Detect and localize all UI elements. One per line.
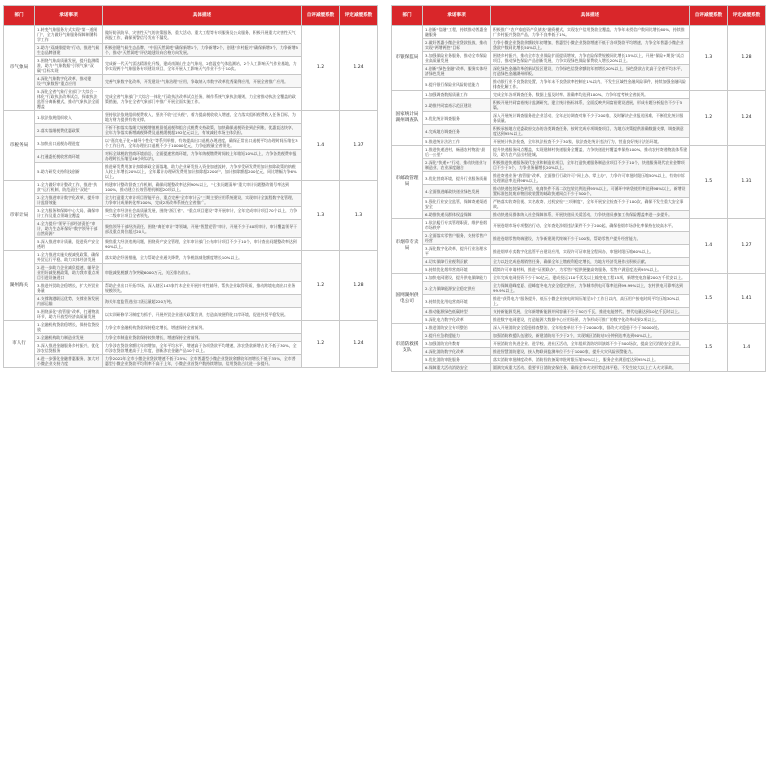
commitment-item: 2.落实落细税费优惠政策 [35, 124, 103, 137]
commitment-description: 深入开展统计调查服务进企业活动，全年走访调查对象不少于200家，及时解决企业报送困难，不断优化统计服务质量。 [491, 112, 690, 125]
commitment-description: 积极推广“农户家庭资产负债表”融资模式，实现农户信用贷款全覆盖，力争年末授信户数同比增长60%，持续推广乡村振兴贷款产品，力争不良率低于1%。 [491, 26, 690, 39]
commitment-item: 3.优化营商环境，提升行业服务质量 [423, 172, 491, 185]
commitment-description: 深化绿色金融改革创新试验区建设，力争绿色信贷余额较年初增长20%以上，绿色贷款占比高于全省平均水平，打造绿色金融湖州样板。 [491, 65, 690, 78]
self-assessed-coefficient: 1.5 [690, 274, 728, 324]
commitment-description: 加强消防救援队伍建设，新建消防站不少于2个，实现城区消防站5分钟到达率达到90%以上。 [491, 332, 690, 340]
commitment-description: 推动快递员群体纳入社会保障体系，开展快递员关爱活动，力争快递员参加工伤保险覆盖率进一步提升。 [491, 211, 690, 219]
commitment-item: 3.加强保险业务服务，推动全市保险业高质量发展 [423, 52, 491, 65]
commitment-item: 3.围绕气象高质量发展，提升监测精准，助力“气象数据”引领气象”双碳”目标实现 [35, 57, 103, 75]
commitment-description: 做好防汛防旱、灾害性天气的决策服务，重大活动、重大工程等专项服务及公众服务，积极开展重大灾害性天气预报工作，确保预警信号发布不漏发。 [103, 26, 302, 44]
table-row [392, 274, 766, 282]
header-self: 自评减缓系数 [690, 6, 728, 26]
commitment-description: 推进“获得电力”服务提升，低压小微企业接电时间压缩至5个工作日以内，高压用户接电时间平均压缩30%以上。 [491, 295, 690, 308]
self-assessed-coefficient: 1.5 [690, 324, 728, 372]
commitment-item: 4.创新“绿色金融”改革，服务实体经济绿色发展 [423, 65, 491, 78]
header-item: 承诺事项 [35, 6, 103, 26]
commitment-item: 1.创新“信融”工程，持续推动普惠金融服务 [423, 26, 491, 39]
header-row [4, 6, 378, 26]
commitment-item: 4.打通委托税收营商环境 [35, 150, 103, 163]
department-name: 市人行 [4, 321, 35, 368]
commitment-description: 审批减免税额力争突破6000万元，关区排名前五。 [103, 264, 302, 282]
header-row [392, 6, 766, 26]
right-table-body [392, 26, 766, 372]
commitment-description: 对标全球税收营商环境前沿，全面提速营商环境，力争年纳税缴费时间较上年缩短10%以上，力争各类税费申报办理时长压缩至48小时以内。 [103, 150, 302, 163]
table-row [4, 181, 378, 194]
department-name: 市气象局 [4, 26, 35, 111]
commitment-item: 5.强化行业安全监管，保障寄递渠道安全 [423, 198, 491, 211]
department-name: 国网湖州供电公司 [392, 274, 423, 324]
self-assessed-coefficient: 1.2 [690, 91, 728, 146]
header-dept: 部门 [4, 6, 35, 26]
header-desc: 具体描述 [103, 6, 302, 26]
commitment-description: 深入开展消防安全隐患排查整治，全年检查单位不少于20000家，督改火灾隐患不少于30000处。 [491, 324, 690, 332]
commitment-description: 坚持依法依规组织税费收入，坚决不收“过头税”，着力提高税收收入增速，全力落实组织税费收入任务目标，为地方财力提供有效支撑。 [103, 111, 302, 124]
table-row [4, 26, 378, 44]
commitment-item: 5.推进统计法治工作 [423, 138, 491, 146]
commitment-item: 1.全力推进实施关税减免政策，确保外贸运行平稳，助力实体经济发展 [35, 251, 103, 264]
header-desc: 具体描述 [491, 6, 690, 26]
commitment-description: 不折不扣落实落细大规模增值税留抵退税和组合式税费支持政策，加快确保退税资金到企到账，优惠直达快享，全年力争落实新增减税降费及退税缓税超192亿元以上，有效减轻市场主体负担。 [103, 124, 302, 137]
rated-coefficient: 1.28 [340, 251, 378, 321]
commitment-item: 1.加强调查数据质量工作 [423, 91, 491, 99]
commitment-description: 积极推进快递服务现代农业和制造业项目，全年打造快递服务制造业项目不少于10个，快递服务现代农业金牌项目不少于3个，力争业务量增长20%以上。 [491, 159, 690, 172]
rated-coefficient: 1.27 [728, 219, 766, 274]
rated-coefficient: 1.4 [728, 324, 766, 372]
table-row [4, 251, 378, 264]
commitment-item: 1.全融机构贷款稳增长，保持信贷投放 [35, 321, 103, 334]
commitment-item: 5.助力研发支持科技创新 [35, 163, 103, 181]
self-assessed-coefficient: 1.2 [302, 321, 340, 368]
commitment-description: 聚焦领导干部经济责任，围绕“离任审计”等领域，开展“智慧党管”审计，开展不少于40项审计，审计覆盖领导干部及重点岗位超过20人。 [103, 220, 302, 238]
self-assessed-coefficient: 1.2 [302, 251, 340, 321]
commitment-item: 6.保障重大活动消防安全 [423, 364, 491, 372]
commitment-description: 积极开展共同富裕统计监测研究，建立统计指标体系，全面反映共同富裕建设进展，形成专题分析报告不少于5篇。 [491, 99, 690, 112]
commitment-item: 5.持续优化烟草营商环境 [423, 266, 491, 274]
self-assessed-coefficient: 1.3 [690, 26, 728, 91]
left-table [3, 5, 378, 368]
commitment-item: 5.优化消防审批服务 [423, 356, 491, 364]
commitment-description: 积极创建气候生态品牌，“中国天然氧吧”确保新增1个，力争新增2个，创建“乡村振兴”确保新增3个，力争新增5个，推动“天然氧吧”评估地建设向合格方向发展。 [103, 44, 302, 57]
commitment-description: 推进智慧消防建设，接入物联网监测单位不少于1000家，提升火灾风险预警能力。 [491, 348, 690, 356]
right-table [391, 5, 766, 372]
left-table-body [4, 26, 378, 368]
commitment-description: 聚焦全市经济社会高质量发展，围绕“浙江省”、“重点项目建设”等开展审计，全年完成审计项目70个以上，力争一二级审计项目全省领先。 [103, 207, 302, 220]
commitment-description: 力争涉农贷款余额比年初增加，全年平均水平，增速高于各项贷款平均增速，涉农贷款新增占比不低于30%，全市涉农贷款增速高于上年度，创新涉农金融产品10个以上。 [103, 342, 302, 355]
rated-coefficient: 1.28 [728, 26, 766, 91]
commitment-description: 推进卷烟零售终端建设，力争新建现代终端不少于100家，帮助零售户提升经营能力。 [491, 232, 690, 245]
commitment-description: 全力保障迎峰度夏、迎峰度冬电力安全稳定供应，力争城市供电可靠率达到99.99%以上，农村供电可靠率达到99.9%以上。 [491, 282, 690, 295]
commitment-item: 4.推动能源绿色低碳转型 [423, 308, 491, 316]
self-assessed-coefficient: 1.3 [302, 181, 340, 251]
commitment-description: 以“嘉宾电子化+辅导个性化”等系列举措，有效提高出口退税办理进度，确保正常出口退税平均办理时间压缩在3个工作日内，全年办理出口退税不少于10000亿元，力争退税量全省领先。 [103, 137, 302, 150]
commitment-description: 圆满完成重大活动、重要节日消防安保任务，确保全市火灾形势总体平稳，不发生较大以上亡人火灾事故。 [491, 364, 690, 372]
commitment-item: 2.助力“双减排提效”行动，推进气候生态品牌创建 [35, 44, 103, 57]
commitment-item: 1.推进快递进村，畅通农村物流“最后一公里” [423, 146, 491, 159]
rated-coefficient: 1.37 [340, 111, 378, 181]
table-row [4, 321, 378, 334]
commitment-description: 完成全年各项调查任务，数据上报及时率、准确率均达到100%，力争年度考核全省前列。 [491, 91, 690, 99]
commitment-description: 全力打造重大审计项目智能平台，重点完善“全市审计云”三期主要应用系统建设，实现审计全流程数字化管理，力争审计成果转化率100%，完成2项改革系统在全省推广。 [103, 194, 302, 207]
commitment-item: 3.持续优化用电营商环境 [423, 295, 491, 308]
commitment-description: 以实训研修学习制度为抓手，开展外贸企业通关政策宣讲，打造高效便利化口岸环境，促进外贸平稳发展。 [103, 308, 302, 321]
commitment-item: 4.深化消防数字化改革 [423, 348, 491, 356]
commitment-item: 2.深化“快递+”行动，推动快递业与制造业、农业深度融合 [423, 159, 491, 172]
self-assessed-coefficient: 1.4 [690, 219, 728, 274]
commitment-item: 2.进一步助力企业减负提速，辅导企业用好减免税政策，助力我市重点项目引进设备进口 [35, 264, 103, 282]
commitment-description: 积极承接地方党委政府交办的各类调查任务，按时完成专项调查项目，为地方决策提供准确数据支撑，调查满意度达到95%以上。 [491, 125, 690, 138]
commitment-item: 4.全面推进邮政快递业绿色发展 [423, 185, 491, 198]
rated-coefficient: 1.24 [728, 91, 766, 146]
commitment-item: 2.全力推进审计数字化改革，提升审计监督效能 [35, 194, 103, 207]
commitment-description: 完成全省气象部门“大综合一体化”行政执法改革试点任务，制作系统气象执法细则，力全省推动执法全覆盖的政策措施，力争在全省气象部门中推广开展全面实施工作。 [103, 88, 302, 111]
commitment-item: 1.推进消防安全专项整治 [423, 324, 491, 332]
commitment-item: 4.支撑海港联运优势，支撑业务发展内部运输 [35, 295, 103, 308]
commitment-item: 5.深化电力数字化改革 [423, 316, 491, 324]
commitment-item: 3.优化统计调查服务 [423, 112, 491, 125]
commitment-description: 力争小微企业贷款余额较年初增加，普惠型小微企业贷款增速不低于各项贷款平均增速，力争全年普惠小微企业贷款户数同比增长50%以上。 [491, 39, 690, 52]
table-row [392, 26, 766, 39]
commitment-item: 2.全融机构助力制造业发展 [35, 334, 103, 342]
commitment-item: 3.加快出口退税办理进度 [35, 137, 103, 150]
commitment-item: 1.全力做好审计整改工作，推进“扶贫”运行机制，防范责任“双轮” [35, 181, 103, 194]
rated-coefficient: 1.41 [728, 274, 766, 324]
commitment-description: 推进研发费用加计扣除新政全面落地，助力企业研发投入资金加速流转，力争享受研发费用加计扣除政策的纳税人较上年增长20%以上，全年累计办理研发费用加计扣除超2200户，加计扣除额超200亿元，同比增幅力争6%以上。 [103, 163, 302, 181]
commitment-description: 完成新一代天气雷达精准化升级，建成南湖山生态气象站，2套温室气体监测站，2个人工影响天气作业基地，力争实现两个气象服务专项建设项目，全年开展人工影响天气作业不少于10次。 [103, 57, 302, 75]
commitment-description: 全年完成电网投资不少于50亿元，建成投运110千伏及以上输变电工程15项，新增变电容量200万千伏安以上。 [491, 274, 690, 282]
department-name: 市税务局 [4, 111, 35, 181]
commitment-item: 5.深入推进审计质量，促进资产安全透明 [35, 238, 103, 251]
commitment-item: 4.进一步强化金融普惠服务，加大对小微企业支持力度 [35, 355, 103, 368]
commitment-description: 精简许可申请材料，推进“证照联办”，为零售户提供便捷高效服务，零售户满意度达到95%以上。 [491, 266, 690, 274]
commitment-description: 落实消防审批制度改革，消防验收备案审批时限压缩50%以上，服务企业满意度达到95%以上。 [491, 356, 690, 364]
commitment-description: 构建审计整改督查工作机制，确保问题整改率达到90%以上，“七张问题清单”重大审计问题整改销号率达到100%，推动建立长效管理机制超20项以上。 [103, 181, 302, 194]
header-self: 自评减缓系数 [302, 6, 340, 26]
commitment-item: 1.转变气象服务方式实现“第一道闸门”，全力做好气象服务保障制暑科学工作 [35, 26, 103, 44]
commitment-item: 3.深化数字化改革，提升行业治理水平 [423, 245, 491, 258]
commitment-item: 2.助推共同富裕示范区建设 [423, 99, 491, 112]
commitment-item: 4.深化气象数字化改革，推动建设“气象数智”重点应用 [35, 75, 103, 88]
commitment-description: 推动快递包装绿色转型，电商快件不再二次包装比例达到95%以上，可循环中转袋使用率达到98%以上，新增设置标准包装废弃物回收装置的邮政快递网点不少于500个。 [491, 185, 690, 198]
commitment-item: 5.围绕深化“放管服”改革，打通物流环节，助力开放型经济高质量发展 [35, 308, 103, 321]
department-name: 湖州海关 [4, 251, 35, 321]
commitment-item: 1.依法依规组织收入 [35, 111, 103, 124]
commitment-item: 3.加强消防宣传教育 [423, 340, 491, 348]
commitment-description: 力争全市金融机构贷款保持稳定增长，增速保持全省前列。 [103, 321, 302, 334]
rated-coefficient: 1.24 [340, 26, 378, 111]
commitment-item: 2.提升应急救援能力 [423, 332, 491, 340]
table-row [392, 146, 766, 159]
commitment-description: 力争全市制造业贷款保持较快增长，增速保持全省前列。 [103, 334, 302, 342]
commitment-description: 力争2022年全市小微企业贷款增速不低于25%；全市普惠型小微企业贷款余额较年初增长不低于35%，全市普惠型小微企业贷款平均利率不高于上年，小微企业首贷户数持续增加，信用贷款占比进一步提升。 [103, 355, 302, 368]
rated-coefficient: 1.31 [728, 146, 766, 219]
commitment-description: 海关年度监管进出口货运量超220万吨。 [103, 295, 302, 308]
department-name: 国家统计局湖州调查队 [392, 91, 423, 146]
commitment-description: 推进烟草专卖数字化监管平台建设应用，实现许可证审批全程网办，审批时限压缩60%以上。 [491, 245, 690, 258]
table-row [392, 324, 766, 332]
table-row [392, 91, 766, 99]
commitment-description: 推进数字电网建设，打造能源大数据中心应用场景，力争形成可推广的数字化改革成果2项以上。 [491, 316, 690, 324]
commitment-item: 2.做好普惠小微企业贷款投放，推动实现“两增两控”目标 [423, 39, 491, 52]
commitment-item: 4.完成地方调查任务 [423, 125, 491, 138]
rated-coefficient: 1.24 [340, 321, 378, 368]
department-name: 市审计局 [4, 181, 35, 251]
commitment-description: 提升快递服务网点覆盖，实现建制村快递服务全覆盖，力争快递进村覆盖率保持100%，推动农村寄递物流体系建设，助力农产品出村进城。 [491, 146, 690, 159]
self-assessed-coefficient: 1.2 [302, 26, 340, 111]
commitment-description: 开展统计执法检查，全年执法检查不少于30家，依法查处统计违法行为，营造良好统计法治环境。 [491, 138, 690, 146]
department-name: 市消防救援支队 [392, 324, 423, 372]
commitment-description: 帮助企业出口开拓市场，深入辖区143家竹木企业开展针对性辅导，帮扶企业取得资质，推动跨境电商出口业务规模领先。 [103, 282, 302, 295]
self-assessed-coefficient: 1.4 [302, 111, 340, 181]
header-dept: 部门 [392, 6, 423, 26]
commitment-description: 全力以赴完成卷烟销售任务，确保全年上缴税利稳定增长，为地方经济发展作出积极贡献。 [491, 258, 690, 266]
commitment-description: 围绕乡村振兴，推动全市农业保险扩面提质增效，力争农险保费规模同比增长15%以上，开展“保险+期货”试点项目，推动绿色保险产品创新发展，力争实现绿色保险保费收入增长20%以上。 [491, 52, 690, 65]
commitment-item: 3.深入推进金融服务乡村振兴，优化涉农信贷服务 [35, 342, 103, 355]
commitment-description: 推动银行业不良贷款处置，力争年末不良贷款率控制在1%以内，不发生区域性金融风险事件，持续加强金融风险排查化解工作。 [491, 78, 690, 91]
header-item: 承诺事项 [423, 6, 491, 26]
commitment-description: 聚焦重大经济违规问题，围绕资产安全管理，全年审计部门公布审计项目不少于10个，审计查出问题整改率达到90%以上。 [103, 238, 302, 251]
commitment-item: 6.助推快递员群体权益保障 [423, 211, 491, 219]
department-name: 市邮政管理局 [392, 146, 423, 219]
department-name: 市银保监局 [392, 26, 423, 91]
commitment-item: 4.全力提升“领导干部经济责任”审计，助力生态环保好“数字领导干部自然资源” [35, 220, 103, 238]
header-rate: 评定减缓系数 [340, 6, 378, 26]
commitment-description: 完善气象数字化改革，开发建设“气象治理”应用，争取纳入市数字改革优秀案例应用，开展全省推广应用。 [103, 75, 302, 88]
commitment-item: 2.全力保障能源安全稳定供应 [423, 282, 491, 295]
commitment-item: 1.加快电网建设，提升供电保障能力 [423, 274, 491, 282]
commitment-item: 1.依法履行专卖管理职责，维护卷烟市场秩序 [423, 219, 491, 232]
commitment-description: 落实助企纾困措施，全力帮助企业通关降费，力争税款减免额度增长10%以上。 [103, 251, 302, 264]
commitment-description: 推进寄递业务“放管服”改革，全面推行行政许可“网上办、掌上办”，力争许可审批时限压缩50%以上，有效申诉处理满意率达到98%以上。 [491, 172, 690, 185]
table-row [392, 219, 766, 232]
header-rate: 评定减缓系数 [728, 6, 766, 26]
commitment-item: 2.全面落实零售户服务，支持零售户经营 [423, 232, 491, 245]
department-name: 市烟草专卖局 [392, 219, 423, 274]
commitment-description: 开展卷烟市场专项整治行动，全年查处涉烟违法案件不少于200起，确保卷烟市场净化率保持在较高水平。 [491, 219, 690, 232]
commitment-description: 严格落实收寄验视、实名收寄、过机安检“三项制度”，全年开展安全检查不少于100次，确保不发生重大安全事故。 [491, 198, 690, 211]
commitment-item: 3.推进外贸助企稳增长，扩大外贸业务量 [35, 282, 103, 295]
self-assessed-coefficient: 1.5 [690, 146, 728, 219]
commitment-item: 4.切实保障行业税利贡献 [423, 258, 491, 266]
commitment-description: 开展消防宣传进企业、进学校、进社区活动，全年组织消防培训演练不少于500场次，提高全民消防安全意识。 [491, 340, 690, 348]
table-row [4, 111, 378, 124]
commitment-description: 支持新能源发展，全年新增新能源并网容量不少于50万千瓦，推进电能替代，替代电量达到10亿千瓦时以上。 [491, 308, 690, 316]
commitment-item: 5.深化全省气象行业部门“大综合一体化”行政执法改革试点，探索执法监管分离新模式，推动气象执法全面覆盖 [35, 88, 103, 111]
commitment-item: 5.提升银行保险业风险防范能力 [423, 78, 491, 91]
commitment-item: 3.全力服务和保障中心大局，确保审计工作及重点领域全覆盖 [35, 207, 103, 220]
rated-coefficient: 1.3 [340, 181, 378, 251]
